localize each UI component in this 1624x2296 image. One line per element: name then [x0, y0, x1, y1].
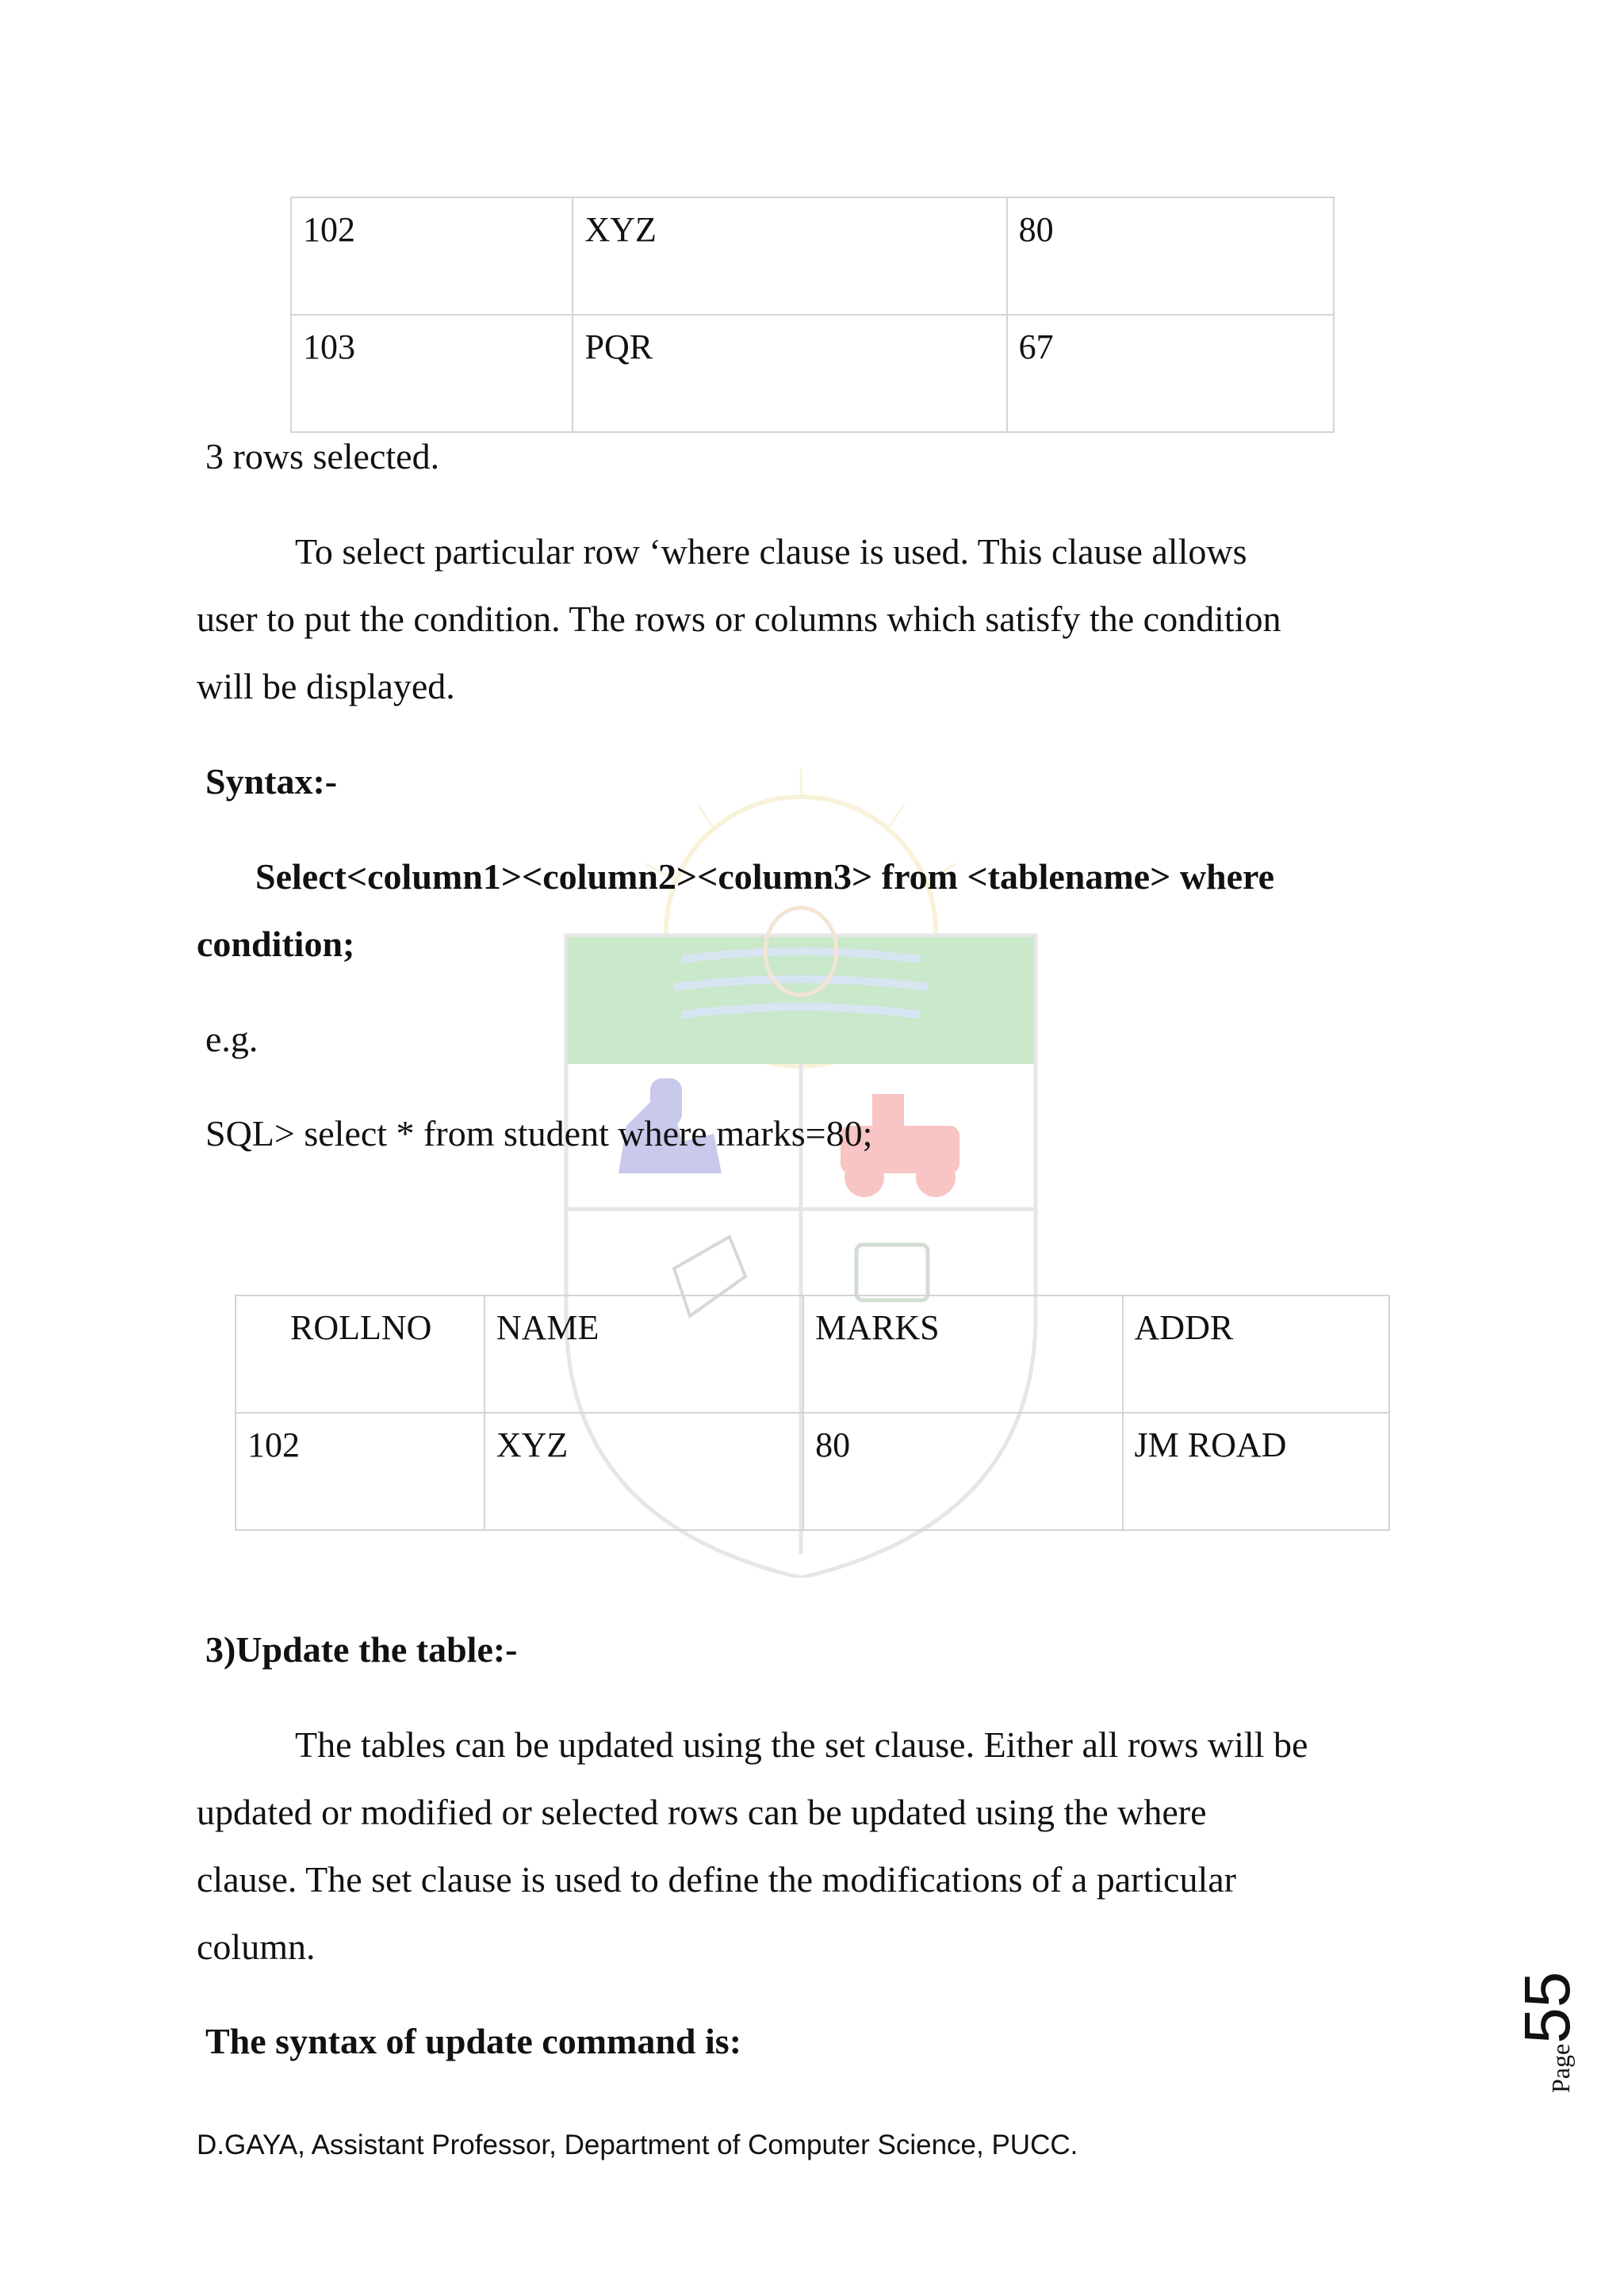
table-row [236, 1413, 1389, 1530]
table-cell: XYZ [573, 197, 1006, 315]
example-label: e.g. [205, 1019, 259, 1059]
table-cell: 102 [236, 1413, 485, 1530]
column-header: MARKS [803, 1295, 1122, 1413]
rows-selected-text: 3 rows selected. [205, 436, 440, 476]
paragraph-line: updated or modified or selected rows can be updated using the where [197, 1792, 1207, 1832]
result-table-top [290, 197, 1335, 433]
column-header: ADDR [1123, 1295, 1389, 1413]
table-cell: 80 [1007, 197, 1334, 315]
paragraph-line: clause. The set clause is used to define the modifications of a particular [197, 1859, 1236, 1900]
table-header-row [236, 1295, 1389, 1413]
table-cell: XYZ [485, 1413, 803, 1530]
paragraph-line: To select particular row ‘where clause is used. This clause allows [295, 531, 1247, 572]
paragraph-line: will be displayed. [197, 666, 455, 706]
paragraph-line: column. [197, 1927, 316, 1967]
column-header: ROLLNO [236, 1295, 485, 1413]
page-number-block [1511, 1958, 1584, 2093]
result-table-bottom [235, 1295, 1390, 1531]
table-cell: 102 [291, 197, 573, 315]
column-header: NAME [485, 1295, 803, 1413]
page-footer: D.GAYA, Assistant Professor, Department of Computer Science, PUCC. [197, 2130, 1078, 2160]
table-cell: 80 [803, 1413, 1122, 1530]
section-heading: 3)Update the table:- [205, 1629, 518, 1670]
table-cell: 67 [1007, 315, 1334, 432]
table-row [291, 197, 1334, 315]
page-label: Page [1546, 2043, 1575, 2093]
syntax-statement: condition; [197, 924, 355, 964]
syntax-heading: The syntax of update command is: [205, 2021, 742, 2061]
syntax-statement: Select<column1><column2><column3> from <tablename> where [255, 856, 1275, 897]
table-row [291, 315, 1334, 432]
table-cell: JM ROAD [1123, 1413, 1389, 1530]
syntax-heading: Syntax:- [205, 761, 338, 802]
table-cell: 103 [291, 315, 573, 432]
table-cell: PQR [573, 315, 1006, 432]
sql-query: SQL> select * from student where marks=80; [205, 1113, 873, 1154]
paragraph-line: user to put the condition. The rows or columns which satisfy the condition [197, 599, 1281, 639]
paragraph-line: The tables can be updated using the set clause. Either all rows will be [295, 1724, 1308, 1765]
page-number: 55 [1511, 1971, 1584, 2044]
